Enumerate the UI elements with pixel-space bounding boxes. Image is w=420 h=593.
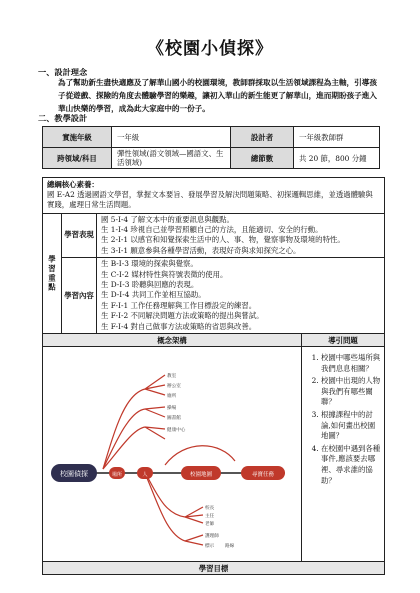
leaf-bottom: 主任 xyxy=(205,514,215,520)
node-a-label: 場所 xyxy=(111,472,123,479)
branch-lines-top xyxy=(103,375,165,469)
bottom-leaves xyxy=(205,504,235,549)
guide-question: 2. 校園中出現的人物與我們有哪些關聯？ xyxy=(321,376,381,408)
guide-question: 4. 在校園中遇到各種事件,應該要去哪裡、尋求誰的協助？ xyxy=(321,444,381,486)
top-leaves xyxy=(167,372,186,433)
content-item: 生 F-I-1 工作任務理解與工作目標設定的練習。 xyxy=(101,300,257,310)
leaf-top: 圖書館 xyxy=(167,416,181,422)
content-label-cell xyxy=(62,258,97,334)
leaf-bottom: 護理師 xyxy=(205,534,219,540)
page-title: 《校園小偵探》 xyxy=(147,39,273,59)
grade-value: 一年級 xyxy=(112,127,231,148)
designer-value: 一年級教師群 xyxy=(294,127,380,148)
designer-label: 設計者 xyxy=(231,127,294,148)
leaf-right: 路線 xyxy=(225,544,235,550)
total-hours-value: 共 20 節，800 分鐘 xyxy=(294,148,380,169)
content-item: 生 B-I-3 環境的探索與覺察。 xyxy=(101,259,198,269)
domain-label: 跨領域/科目 xyxy=(43,148,112,169)
node-b-label: 人 xyxy=(142,472,148,479)
branch-lines-bottom xyxy=(143,446,235,545)
guide-question: 1. 校園中哪些場所與我們息息相關？ xyxy=(321,353,381,374)
leaf-top: 辦公室 xyxy=(167,384,181,390)
section-heading-teaching-design: 二、教學設計 xyxy=(38,113,88,123)
curriculum-table xyxy=(42,177,385,575)
content-item: 生 D-I-4 共同工作並相互協助。 xyxy=(101,290,206,300)
center-node-label: 校園偵探 xyxy=(60,470,88,479)
node-c-label: 校園地圖 xyxy=(189,472,213,479)
performance-item: 生 1-I-4 珍視自己並學習照顧自己的方法，且能適切、安全的行動。 xyxy=(101,225,323,235)
performance-item: 生 2-I-1 以感官和知覺探索生活中的人、事、物，覺察事物及環境的特性。 xyxy=(101,235,345,245)
guide-question-list xyxy=(305,353,381,486)
guide-question: 3. 根據課程中的討論,如何畫出校園地圖？ xyxy=(321,410,381,442)
content-item: 生 F-I-4 對自己做事方法或策略的省思與改善。 xyxy=(101,321,257,331)
performance-item: 國 5-I-4 了解文本中的重要訊息與觀點。 xyxy=(101,214,234,224)
node-d-label: 尋寶任務 xyxy=(251,472,275,479)
learning-goal-header: 學習目標 xyxy=(43,562,385,575)
performance-label-cell xyxy=(62,213,97,258)
leaf-top: 健康中心 xyxy=(167,428,186,434)
leaf-top: 操場 xyxy=(167,406,177,412)
section-heading-design-idea: 一、設計理念 xyxy=(38,67,88,77)
learning-content-label: 學習內容 xyxy=(64,290,94,300)
learning-performance-label: 學習表現 xyxy=(64,230,94,240)
leaf-top: 教室 xyxy=(167,374,177,380)
content-list xyxy=(97,258,385,334)
performance-list xyxy=(97,213,385,258)
learning-focus-cell xyxy=(43,213,62,333)
performance-item: 生 3-I-1 願意參與各種學習活動，表現好奇與求知探究之心。 xyxy=(101,245,301,255)
core-competency-cell xyxy=(43,178,385,214)
learning-focus-label: 學習重點 xyxy=(47,254,57,293)
design-idea-paragraph: 為了幫助新生盡快適應及了解華山國小的校園環境，教師群採取以生活領域課程為主軸，引導孩子從遊戲、探險的角度去體驗學習的樂趣，讓初入華山的新生能更了解華山，進而期盼孩子進入華山快樂的學習，成為此大家庭中的一份子。 xyxy=(58,78,377,113)
content-item: 生 F-I-2 不同解決問題方法或策略的提出與嘗試。 xyxy=(101,311,264,321)
core-competency-text: 國 E-A2 透過國語文學習，掌握文本要旨、發展學習及解決問題策略、初探邏輯思維，並透過體驗與實踐，處理日常生活問題。 xyxy=(47,190,373,210)
domain-value: 彈性領域(語文領域—國語文、生活領域) xyxy=(112,148,231,169)
questions-cell xyxy=(302,347,385,562)
leaf-bottom: 老師 xyxy=(205,522,215,528)
grade-label: 實施年級 xyxy=(43,127,112,148)
info-table xyxy=(42,126,380,169)
concept-header: 概念架構 xyxy=(43,334,302,347)
leaf-top: 廁所 xyxy=(167,394,177,400)
core-competency-label: 總綱核心素養： xyxy=(47,180,99,189)
concept-map-cell xyxy=(43,347,302,562)
concept-mind-map xyxy=(45,349,299,557)
content-item: 生 D-I-3 聆聽與回應的表現。 xyxy=(101,280,199,290)
leaf-bottom: 校長 xyxy=(205,506,215,512)
leaf-right: 標示 xyxy=(205,544,215,550)
total-hours-label: 總節數 xyxy=(231,148,294,169)
questions-header: 導引問題 xyxy=(302,334,385,347)
content-item: 生 C-I-2 媒材特性與符號表徵的使用。 xyxy=(101,269,228,279)
